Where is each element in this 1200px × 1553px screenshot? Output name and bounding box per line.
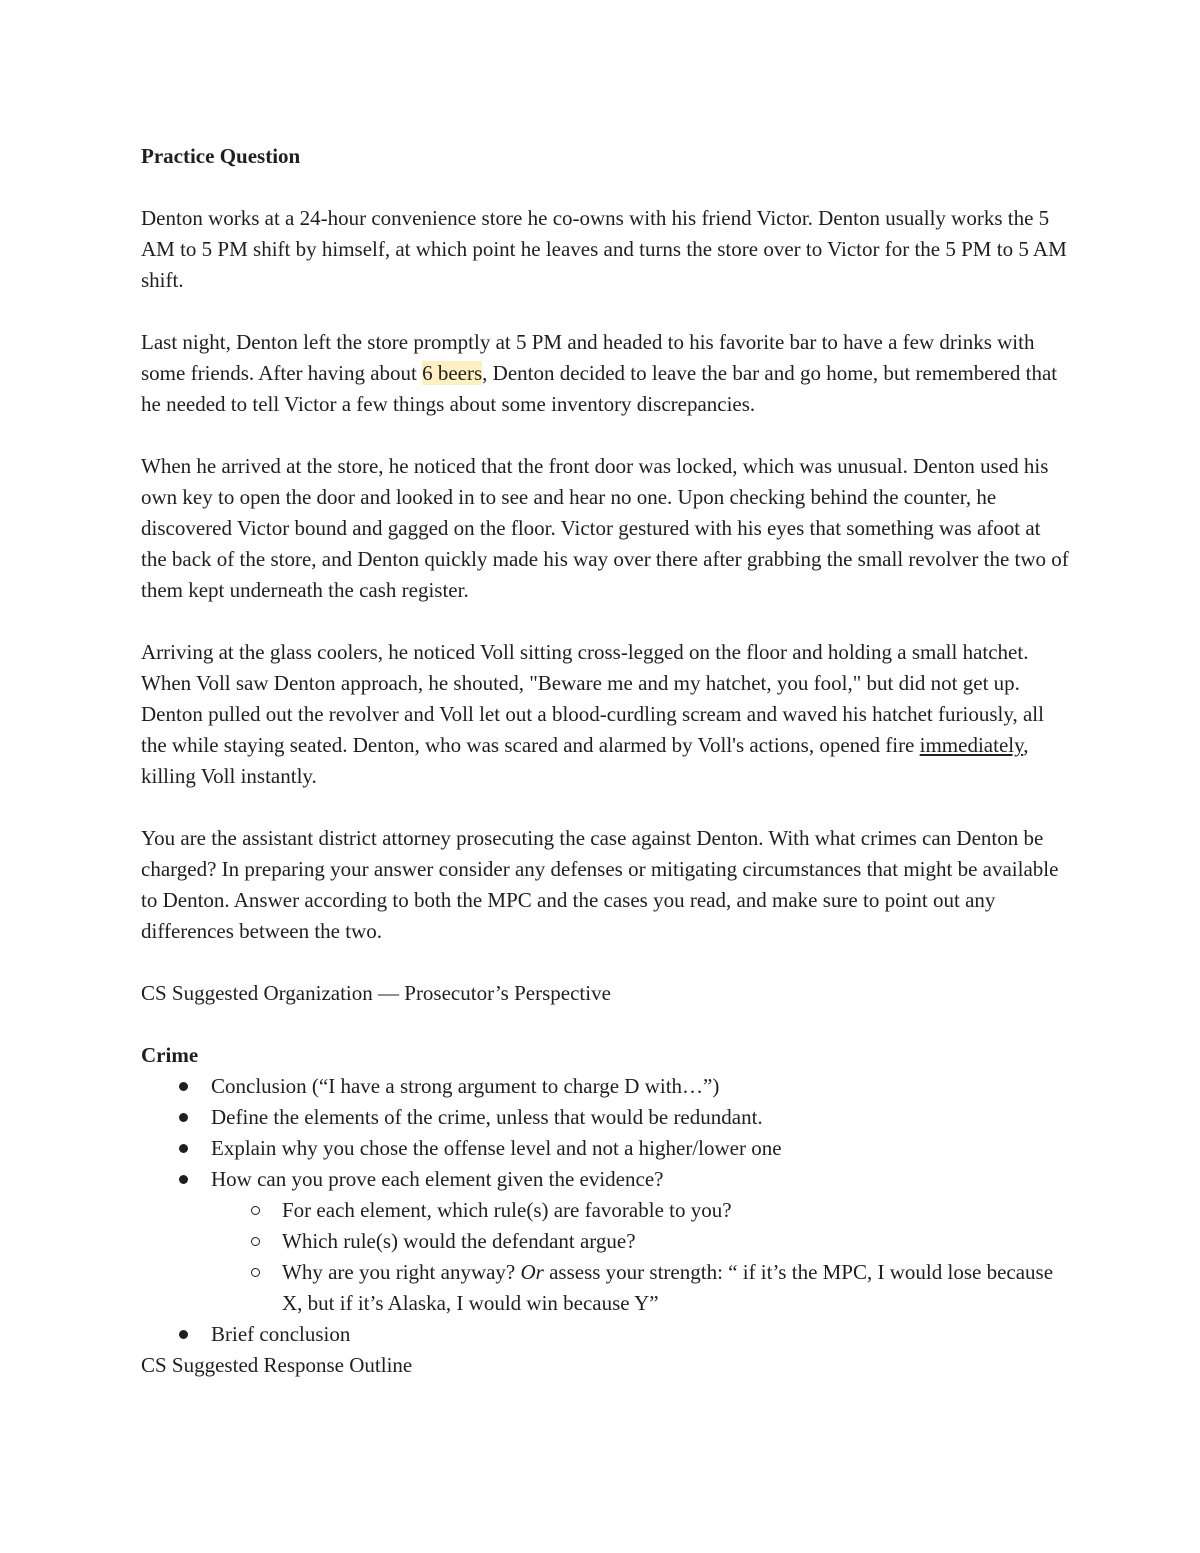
bullet-icon [179,1082,188,1091]
underlined-text: immediately [919,733,1024,757]
paragraph-store: When he arrived at the store, he noticed that the front door was locked, which was unusual. Denton used his own key to open the door and looked in to see and hear no one. Upon checking behind the counter, he discovered Victor bound and gagged on the floor. Victor gestured with his eyes that something was afoot at the back of the store, and Denton quickly made his way over there after grabbing the small revolver the two of them kept underneath the cash register. [141,454,1069,602]
bullet-icon [179,1113,188,1122]
sub-list-item-text-1: Why are you right anyway? [282,1260,521,1284]
document-page [141,141,1071,1381]
paragraph-coolers-text-2: , killing Voll instantly. [141,733,1029,788]
list-item-text: Conclusion (“I have a strong argument to charge D with…”) [211,1074,720,1098]
bullet-icon [179,1175,188,1184]
spacer [141,1009,1071,1040]
bullet-icon [179,1144,188,1153]
list-item-text: Brief conclusion [211,1322,351,1346]
sub-list-item [141,1226,1071,1257]
sub-list-item [141,1195,1071,1226]
spacer [141,296,1071,327]
list-item [141,1164,1071,1319]
sub-list-item-text: For each element, which rule(s) are favorable to you? [282,1198,732,1222]
list-item-text: Explain why you chose the offense level and not a higher/lower one [211,1136,782,1160]
spacer [141,606,1071,637]
list-item-text: How can you prove each element given the evidence? [211,1167,664,1191]
sub-bullet-list [211,1195,1071,1319]
highlighted-text: 6 beers [422,361,483,385]
hollow-bullet-icon [251,1268,260,1277]
italic-text: Or [520,1260,544,1284]
hollow-bullet-icon [251,1206,260,1215]
list-item [141,1071,1071,1102]
crime-bullet-list [141,1071,1071,1350]
paragraph-coolers [141,637,1071,792]
list-item-text: Define the elements of the crime, unless that would be redundant. [211,1105,763,1129]
spacer [141,792,1071,823]
sub-list-item-text: Which rule(s) would the defendant argue? [282,1229,636,1253]
paragraph-bar [141,327,1071,420]
paragraph-bar-text-2: , Denton decided to leave the bar and go home, but remembered that he needed to tell Victor a few things about some inventory discrepancies. [141,361,1058,416]
list-item [141,1319,1071,1350]
hollow-bullet-icon [251,1237,260,1246]
paragraph-coolers-text-1: Arriving at the glass coolers, he noticed Voll sitting cross-legged on the floor and holding a small hatchet. When Voll saw Denton approach, he shouted, "Beware me and my hatchet, you fool," but did not get up. Denton pulled out the revolver and Voll let out a blood-curdling scream and waved his hatchet furiously, all the while staying seated. Denton, who was scared and alarmed by Voll's actions, opened fire [141,640,1044,757]
paragraph-intro: Denton works at a 24-hour convenience store he co-owns with his friend Victor. Denton usually works the 5 AM to 5 PM shift by himself, at which point he leaves and turns the store over to Victor for the 5 PM to 5 AM shift. [141,206,1067,292]
list-item [141,1102,1071,1133]
spacer [141,947,1071,978]
spacer [141,420,1071,451]
organization-heading: CS Suggested Organization — Prosecutor’s Perspective [141,981,611,1005]
list-item [141,1133,1071,1164]
spacer [141,172,1071,203]
paragraph-question: You are the assistant district attorney prosecuting the case against Denton. With what crimes can Denton be charged? In preparing your answer consider any defenses or mitigating circumstances that might be available to Denton. Answer according to both the MPC and the cases you read, and make sure to point out any differences between the two. [141,826,1059,943]
sub-list-item [141,1257,1071,1319]
paragraph-bar-text-1: Last night, Denton left the store promptly at 5 PM and headed to his favorite bar to have a few drinks with some friends. After having about [141,330,1035,385]
outline-heading: CS Suggested Response Outline [141,1353,413,1377]
document-title: Practice Question [141,144,301,168]
sub-list-item-text-2: assess your strength: “ if it’s the MPC, I would lose because X, but if it’s Alaska, I would win because Y” [282,1260,1054,1315]
bullet-icon [179,1330,188,1339]
crime-heading: Crime [141,1043,199,1067]
